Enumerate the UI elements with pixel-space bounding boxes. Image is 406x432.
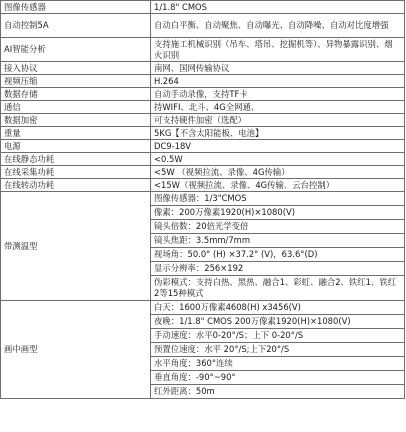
row-value: <0.5W <box>151 153 405 166</box>
group-label-thermal: 带测温型 <box>1 192 151 301</box>
pip-spec: 垂直角度：-90°~90° <box>151 371 405 385</box>
row-value: 南网、国网传输协议 <box>151 62 405 75</box>
row-value: 自动白平衡、自动聚焦、自动曝光、自动降噪、自动对比度增强 <box>151 14 405 38</box>
row-label: 在线采集功耗 <box>1 166 151 179</box>
pip-spec: 夜晚：1/1.8" CMOS 200万像素1920(H)×1080(V) <box>151 315 405 329</box>
table-row <box>1 62 405 75</box>
table-row <box>1 88 405 101</box>
table-row <box>1 127 405 140</box>
table-row <box>1 153 405 166</box>
row-label: 通信 <box>1 101 151 114</box>
table-row <box>1 179 405 192</box>
thermal-spec: 伪彩模式：支持白热、黑热、融合1、彩虹、融合2、铁红1、铁红2等15种模式 <box>151 276 405 301</box>
thermal-spec: 镜头倍数：20倍光学变倍 <box>151 220 405 234</box>
row-value: 可支持硬件加密（选配） <box>151 114 405 127</box>
row-label: 视频压缩 <box>1 75 151 88</box>
row-value: H.264 <box>151 75 405 88</box>
row-label: 接入协议 <box>1 62 151 75</box>
thermal-spec: 图像传感器：1/3"CMOS <box>151 192 405 206</box>
row-label: 数据加密 <box>1 114 151 127</box>
row-value: 1/1.8" CMOS <box>151 1 405 14</box>
row-label: 自动控制5A <box>1 14 151 38</box>
thermal-spec: 视场角：50.0° (H) ×37.2° (V)，63.6°(D) <box>151 248 405 262</box>
pip-spec: 红外距离：50m <box>151 385 405 399</box>
pip-spec: 水平角度：360°连续 <box>151 357 405 371</box>
table-row <box>1 301 405 315</box>
table-row <box>1 75 405 88</box>
table-row <box>1 166 405 179</box>
table-row <box>1 38 405 62</box>
table-row <box>1 101 405 114</box>
thermal-spec: 镜头焦距：3.5mm/7mm <box>151 234 405 248</box>
pip-spec: 白天：1600万像素4608(H) x3456(V) <box>151 301 405 315</box>
thermal-spec: 显示分辨率：256×192 <box>151 262 405 276</box>
row-label: 在线转动功耗 <box>1 179 151 192</box>
row-value: 持WIFI、北斗、4G全网通、 <box>151 101 405 114</box>
table-row <box>1 140 405 153</box>
pip-spec: 手动速度：水平0-20°/S；上下 0-20°/S <box>151 329 405 343</box>
row-label: 电源 <box>1 140 151 153</box>
row-label: 重量 <box>1 127 151 140</box>
row-value: <15W（视频拉流、录像、4G传输、云台控制） <box>151 179 405 192</box>
row-label: AI智能分析 <box>1 38 151 62</box>
row-value: 自动手动录像，支持TF卡 <box>151 88 405 101</box>
group-label-pip: 画中画型 <box>1 301 151 399</box>
table-row <box>1 14 405 38</box>
row-label: 在线静态功耗 <box>1 153 151 166</box>
row-label: 数据存储 <box>1 88 151 101</box>
row-value: DC9-18V <box>151 140 405 153</box>
row-value: 支持施工机械识别（吊车、塔吊、挖掘机等）、异物暴露识别、烟火识别 <box>151 38 405 62</box>
row-value: <5W （视频拉流、录像、4G传输） <box>151 166 405 179</box>
table-row <box>1 114 405 127</box>
table-row <box>1 192 405 206</box>
row-label: 图像传感器 <box>1 1 151 14</box>
thermal-spec: 像素：200万像素1920(H)×1080(V) <box>151 206 405 220</box>
row-value: 5KG【不含太阳能板、电池】 <box>151 127 405 140</box>
pip-spec: 预置位速度：水平 20°/S;上下20°/S <box>151 343 405 357</box>
table-row <box>1 1 405 14</box>
